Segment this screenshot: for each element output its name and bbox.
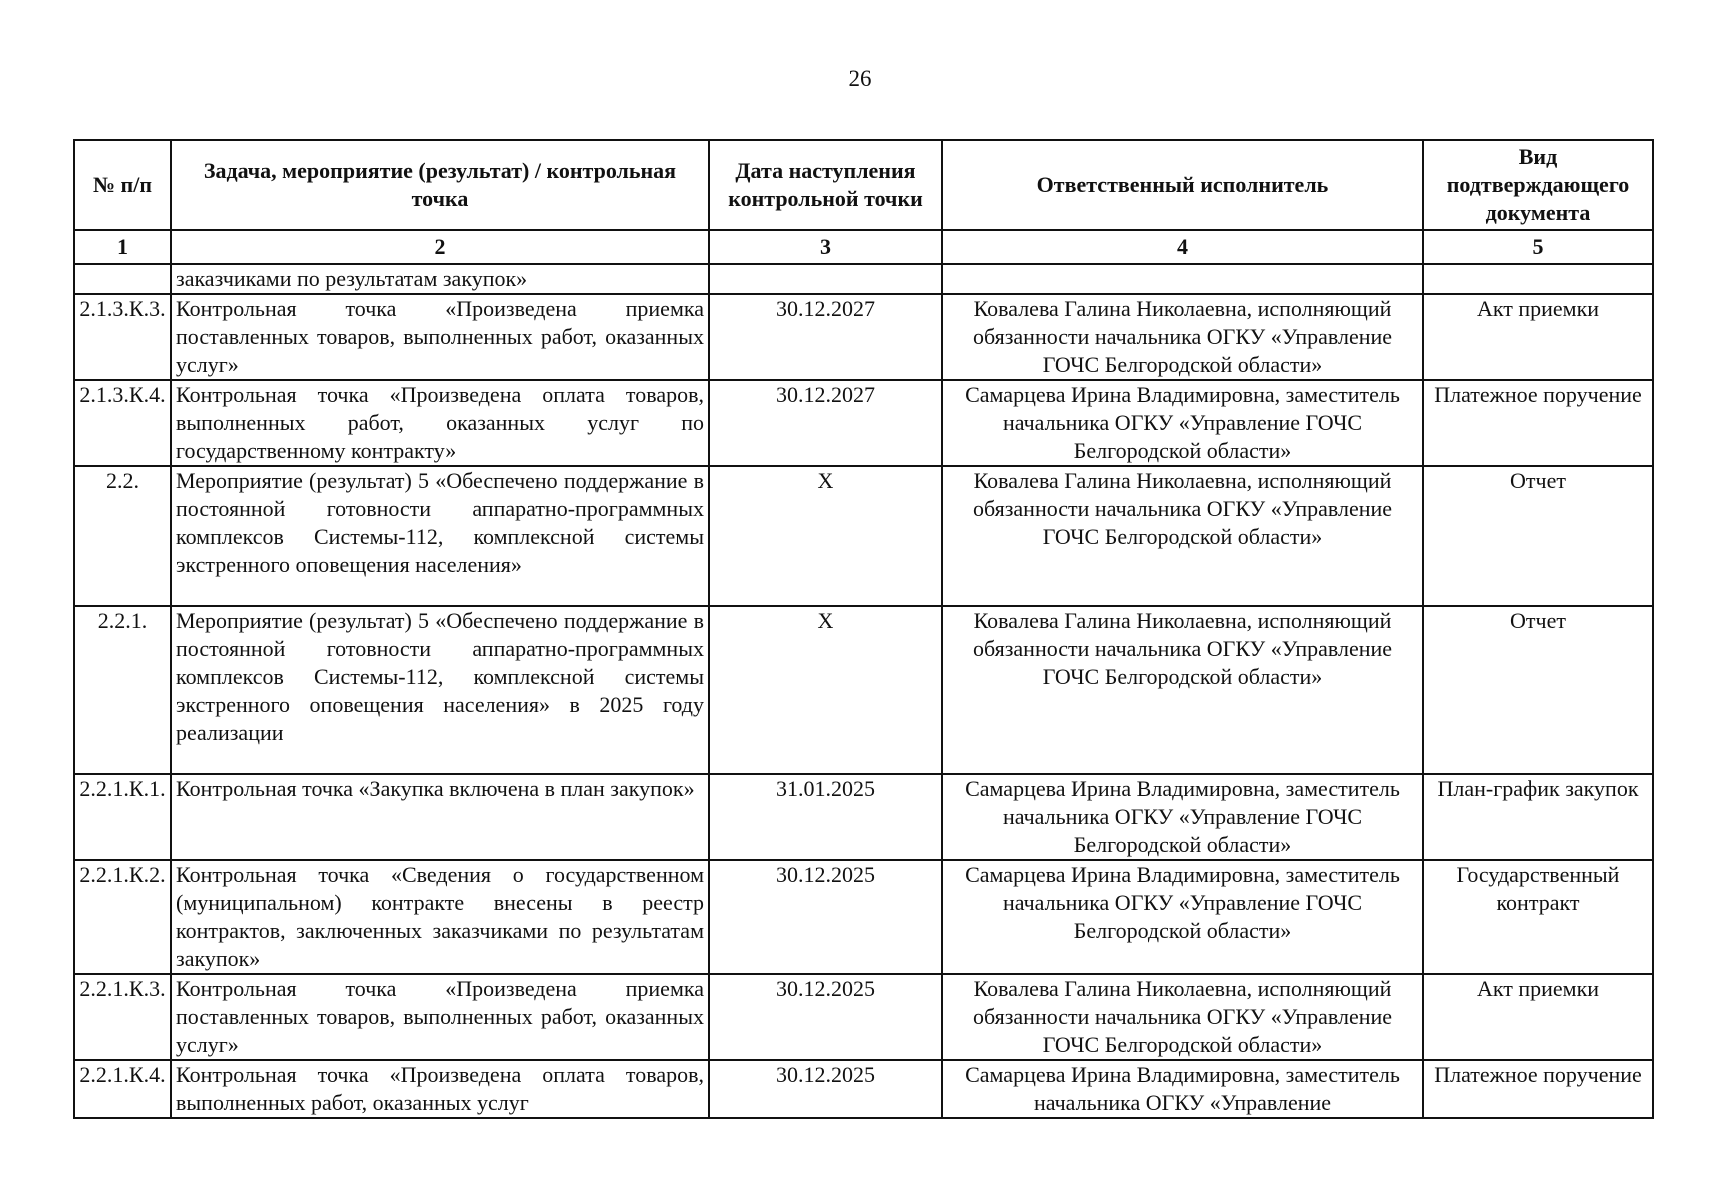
table-row <box>74 294 1653 380</box>
row-date: 30.12.2027 <box>709 380 942 466</box>
row-responsible: Ковалева Галина Николаевна, исполняющий обязанности начальника ОГКУ «Управление ГОЧС Белгородской области» <box>942 974 1423 1060</box>
row-document: Платежное поручение <box>1423 1060 1653 1118</box>
row-document: Акт приемки <box>1423 294 1653 380</box>
row-responsible: Ковалева Галина Николаевна, исполняющий обязанности начальника ОГКУ «Управление ГОЧС Белгородской области» <box>942 294 1423 380</box>
header-responsible: Ответственный исполнитель <box>942 140 1423 230</box>
table-row <box>74 380 1653 466</box>
table-row <box>74 264 1653 294</box>
table-row <box>74 974 1653 1060</box>
table-row <box>74 466 1653 606</box>
row-number <box>74 264 171 294</box>
row-date: 30.12.2027 <box>709 294 942 380</box>
row-date: Х <box>709 606 942 774</box>
row-document: Акт приемки <box>1423 974 1653 1060</box>
row-document <box>1423 264 1653 294</box>
row-responsible: Самарцева Ирина Владимировна, заместитель начальника ОГКУ «Управление <box>942 1060 1423 1118</box>
row-document: Государственный контракт <box>1423 860 1653 974</box>
row-task: Контрольная точка «Закупка включена в план закупок» <box>171 774 709 860</box>
column-number: 4 <box>942 230 1423 264</box>
row-number: 2.2.1.К.3. <box>74 974 171 1060</box>
column-number: 1 <box>74 230 171 264</box>
control-points-table <box>73 139 1654 1119</box>
header-row <box>74 140 1653 230</box>
row-task: заказчиками по результатам закупок» <box>171 264 709 294</box>
header-doc: Вид подтверждающего документа <box>1423 140 1653 230</box>
row-task: Контрольная точка «Произведена оплата товаров, выполненных работ, оказанных услуг по государственному контракту» <box>171 380 709 466</box>
row-number: 2.2.1.К.4. <box>74 1060 171 1118</box>
row-number: 2.2.1.К.1. <box>74 774 171 860</box>
row-date: 30.12.2025 <box>709 860 942 974</box>
column-number: 5 <box>1423 230 1653 264</box>
row-date <box>709 264 942 294</box>
column-number: 3 <box>709 230 942 264</box>
row-number: 2.1.3.К.3. <box>74 294 171 380</box>
header-num: № п/п <box>74 140 171 230</box>
row-responsible: Ковалева Галина Николаевна, исполняющий обязанности начальника ОГКУ «Управление ГОЧС Белгородской области» <box>942 606 1423 774</box>
table-row <box>74 860 1653 974</box>
table-row <box>74 774 1653 860</box>
row-responsible: Самарцева Ирина Владимировна, заместитель начальника ОГКУ «Управление ГОЧС Белгородской области» <box>942 774 1423 860</box>
row-document: План-график закупок <box>1423 774 1653 860</box>
header-task: Задача, мероприятие (результат) / контрольная точка <box>171 140 709 230</box>
column-number-row <box>74 230 1653 264</box>
row-task: Мероприятие (результат) 5 «Обеспечено поддержание в постоянной готовности аппаратно-программных комплексов Системы-112, комплексной системы экстренного оповещения населения» в 2025 году реализации <box>171 606 709 774</box>
table-row <box>74 606 1653 774</box>
row-document: Отчет <box>1423 466 1653 606</box>
page-number: 26 <box>848 66 872 91</box>
row-document: Отчет <box>1423 606 1653 774</box>
row-task: Мероприятие (результат) 5 «Обеспечено поддержание в постоянной готовности аппаратно-программных комплексов Системы-112, комплексной системы экстренного оповещения населения» <box>171 466 709 606</box>
row-task: Контрольная точка «Произведена оплата товаров, выполненных работ, оказанных услуг <box>171 1060 709 1118</box>
row-date: 30.12.2025 <box>709 974 942 1060</box>
row-responsible <box>942 264 1423 294</box>
row-number: 2.2. <box>74 466 171 606</box>
row-date: 30.12.2025 <box>709 1060 942 1118</box>
header-date: Дата наступления контрольной точки <box>709 140 942 230</box>
row-number: 2.2.1.К.2. <box>74 860 171 974</box>
row-task: Контрольная точка «Сведения о государственном (муниципальном) контракте внесены в реестр контрактов, заключенных заказчиками по результатам закупок» <box>171 860 709 974</box>
row-document: Платежное поручение <box>1423 380 1653 466</box>
row-date: Х <box>709 466 942 606</box>
row-number: 2.1.3.К.4. <box>74 380 171 466</box>
column-number: 2 <box>171 230 709 264</box>
row-number: 2.2.1. <box>74 606 171 774</box>
row-responsible: Самарцева Ирина Владимировна, заместитель начальника ОГКУ «Управление ГОЧС Белгородской области» <box>942 860 1423 974</box>
table-row <box>74 1060 1653 1118</box>
row-task: Контрольная точка «Произведена приемка поставленных товаров, выполненных работ, оказанных услуг» <box>171 974 709 1060</box>
row-responsible: Самарцева Ирина Владимировна, заместитель начальника ОГКУ «Управление ГОЧС Белгородской области» <box>942 380 1423 466</box>
row-responsible: Ковалева Галина Николаевна, исполняющий обязанности начальника ОГКУ «Управление ГОЧС Белгородской области» <box>942 466 1423 606</box>
row-date: 31.01.2025 <box>709 774 942 860</box>
row-task: Контрольная точка «Произведена приемка поставленных товаров, выполненных работ, оказанных услуг» <box>171 294 709 380</box>
